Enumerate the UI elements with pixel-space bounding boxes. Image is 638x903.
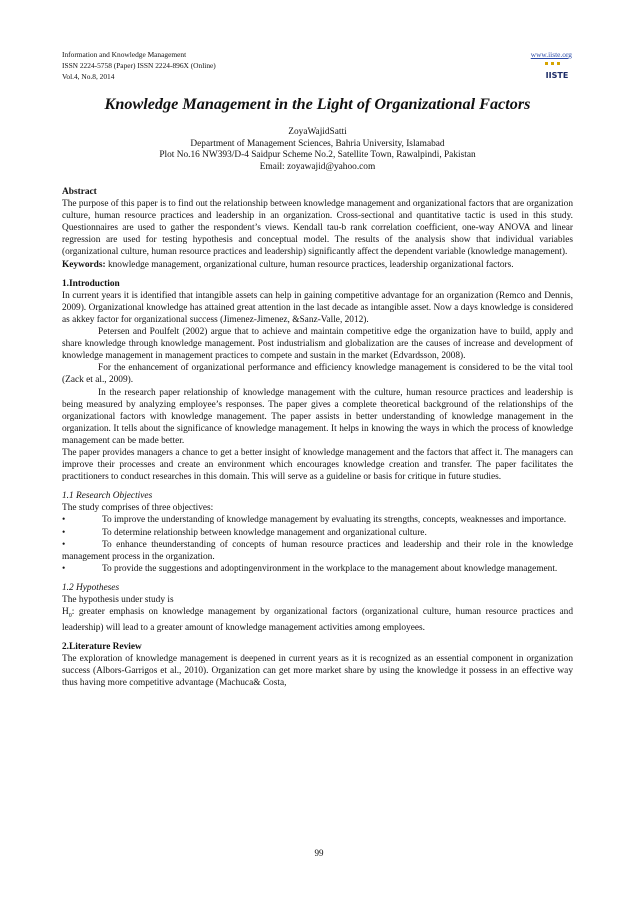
author-name: ZoyaWajidSatti — [288, 127, 347, 137]
intro-paragraph-3: For the enhancement of organizational performance and efficiency knowledge management is considered to be the vital tool (Zack et al., 2009). — [62, 363, 573, 386]
objective-text: To determine relationship between knowledge management and organizational culture. — [102, 527, 427, 538]
author-department: Department of Management Sciences, Bahria University, Islamabad — [190, 138, 445, 149]
bullet-icon: • — [62, 539, 66, 550]
objective-item — [62, 514, 573, 526]
bullet-icon: • — [62, 527, 66, 538]
intro-paragraph-5: The paper provides managers a chance to get a better insight of knowledge management and the factors that affect it. The managers can improve their processes and create an environment which encourages knowledge creation and transfer. The paper facilitates the practitioners to conduct researches in this domain. This will serve as a guideline or basis for critique in future studies. — [62, 447, 573, 483]
intro-heading: 1.Introduction — [62, 278, 120, 289]
keywords-text: knowledge management, organizational culture, human resource practices, leadership organizational factors. — [105, 259, 514, 270]
hypotheses-lead: The hypothesis under study is — [62, 595, 174, 605]
abstract-heading: Abstract — [62, 187, 97, 197]
author-block — [62, 127, 573, 173]
intro-paragraph-4: In the research paper relationship of knowledge management with the culture, human resource practices and leadership is being measured by analyzing employee’s responses. The paper gives a complete theoretical background of the relationships of the organizational factors with knowledge management. The paper assists in better understanding of knowledge management in the organization. It tells about the significance of knowledge management. It helps in knowing the ways in which the process of knowledge management can be made better. — [62, 387, 573, 446]
bullet-icon: • — [62, 563, 66, 574]
intro-paragraph-1: In current years it is identified that intangible assets can help in gaining competitive advantage for an organization (Remco and Dennis, 2009). Organizational knowledge has attained great attention in the last decade as intangible asset. Now a days knowledge is considered as akkey factor for organizational success (Jimenez-Jimenez, &Sanz-Valle, 2012). — [62, 290, 573, 325]
iiste-logo-icon — [542, 60, 572, 84]
hypothesis-body: : greater emphasis on knowledge management by organizational factors (organizational culture, human resource practices and leadership) will lead to a greater amount of knowledge management activities among employees. — [62, 607, 573, 634]
journal-url-link[interactable]: www.iiste.org — [530, 50, 572, 59]
keywords-label: Keywords: — [62, 259, 106, 270]
literature-paragraph: The exploration of knowledge management is deepened in current years as it is recognized as an essential component in organization success (Albors-Garrigos et al., 2010). Organization can get more market share by using the knowledge it possess in an effective way thus having more competitive advantage (Machuca& Costa, — [62, 654, 573, 689]
abstract-text: The purpose of this paper is to find out the relationship between knowledge management and organizational factors that are organization culture, human resource practices and leadership in an organization. Cross-sectional and quantitative tactic is used in this study. Questionnaires are used to gather the respondent’s views. Kendall tau-b rank correlation coefficient, one-way ANOVA and linear regression are used for testing hypothesis and conceptual model. The results of the analysis show that individual variables (organizational culture, human resource practices and leadership) significantly affect the dependent variable (knowledge management). — [62, 199, 573, 258]
author-email: Email: zoyawajid@yahoo.com — [259, 161, 376, 172]
hypotheses-heading: 1.2 Hypotheses — [62, 582, 120, 593]
objectives-lead: The study comprises of three objectives: — [62, 503, 214, 514]
objective-text: To improve the understanding of knowledge management by evaluating its strengths, concepts, weaknesses and importance. — [102, 515, 567, 526]
paper-title: Knowledge Management in the Light of Organizational Factors — [104, 95, 531, 113]
hypothesis-label: H — [62, 607, 69, 618]
page-number: 99 — [314, 848, 324, 858]
body-text — [62, 186, 573, 690]
objective-item — [62, 527, 573, 539]
journal-name: Information and Knowledge Management — [62, 50, 187, 59]
hypothesis-text — [62, 606, 573, 634]
objective-item — [62, 539, 573, 563]
issn-line: ISSN 2224-5758 (Paper) ISSN 2224-896X (Online) — [62, 61, 216, 70]
objective-text: To enhance theunderstanding of concepts of human resource practices and leadership and their role in the knowledge management process in the organization. — [62, 539, 573, 562]
author-address: Plot No.16 NW393/D-4 Saidpur Scheme No.2, Satellite Town, Rawalpindi, Pakistan — [159, 150, 476, 161]
objective-text: To provide the suggestions and adoptingenvironment in the workplace to the management about knowledge management. — [102, 563, 558, 574]
intro-paragraph-2: Petersen and Poulfelt (2002) argue that to achieve and maintain competitive edge the organization have to build, apply and share knowledge through knowledge management. Post industrialism and globalization are the causes of increase and development of knowledge management in management practices to compete and sustain in the market (Edvardsson, 2008). — [62, 327, 573, 362]
keywords-line — [62, 259, 573, 271]
objectives-heading: 1.1 Research Objectives — [62, 491, 153, 502]
logo-text: IISTE — [545, 71, 569, 80]
volume-line: Vol.4, No.8, 2014 — [62, 72, 115, 81]
literature-heading: 2.Literature Review — [62, 642, 142, 653]
hypothesis-subscript: 0 — [68, 612, 72, 619]
bullet-icon: • — [62, 515, 66, 526]
objective-item — [62, 563, 573, 575]
